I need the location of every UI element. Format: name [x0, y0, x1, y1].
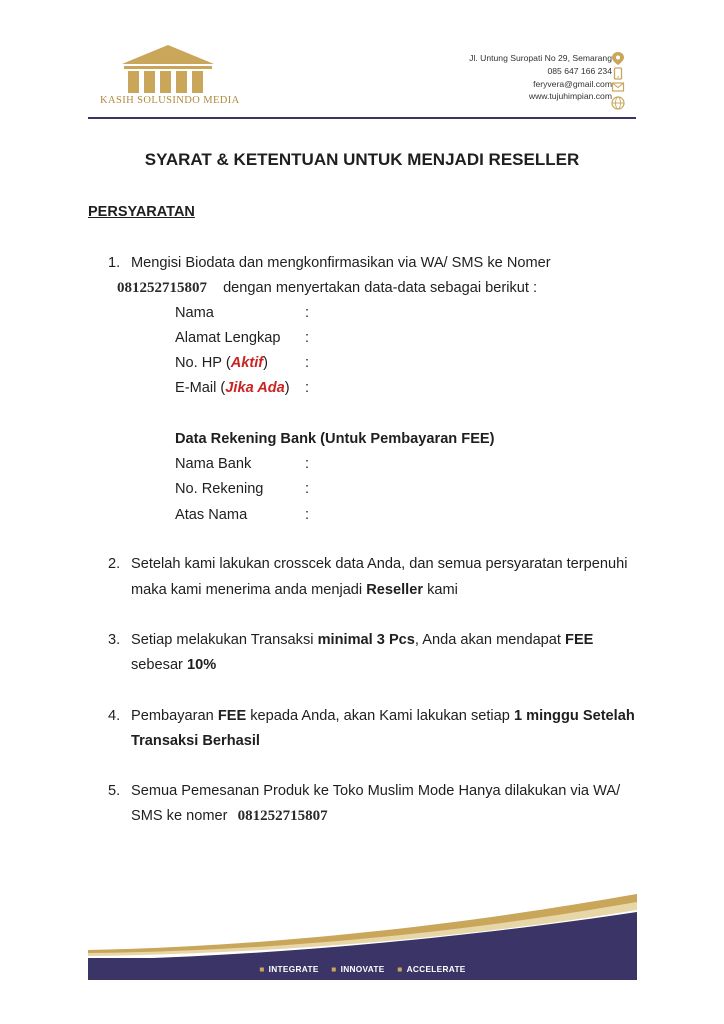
item-3-text-e: sebesar: [131, 657, 187, 673]
field-label-nama: Nama: [175, 305, 214, 321]
contact-email[interactable]: feryvera@gmail.com: [533, 78, 612, 89]
item-2-text-bold: Reseller: [366, 582, 424, 598]
item-3-text-a: Setiap melakukan Transaksi: [131, 632, 318, 648]
item-4-text-a: Pembayaran: [131, 708, 218, 724]
item-3-text-c: , Anda akan mendapat: [414, 632, 566, 648]
bullet-icon: ■: [397, 964, 403, 974]
field-label-hp-text: No. HP (: [175, 355, 231, 371]
field-colon: :: [305, 330, 310, 346]
header-divider: [88, 117, 636, 119]
item-1-line-2: [117, 280, 537, 297]
contact-website[interactable]: www.tujuhimpian.com: [528, 91, 612, 102]
item-5-line-1: Semua Pemesanan Produk ke Toko Muslim Mode Hanya dilakukan via WA/: [131, 783, 621, 799]
item-3-line-2: [131, 657, 216, 673]
company-name: KASIH SOLUSINDO MEDIA: [100, 95, 240, 106]
item-3-text-bold-f: 10%: [186, 657, 217, 673]
section-title: PERSYARATAN: [88, 204, 195, 220]
item-number: 5.: [108, 783, 121, 799]
contact-icons: [610, 51, 626, 113]
footer-swoosh: [88, 890, 637, 960]
item-5-text: SMS ke nomer: [131, 808, 228, 824]
item-4-text-c: kepada Anda, akan Kami lakukan setiap: [246, 708, 514, 724]
footer-tagline: [88, 964, 637, 974]
item-3-line-1: [131, 632, 593, 648]
document-title: SYARAT & KETENTUAN UNTUK MENJADI RESELLER: [144, 150, 580, 169]
field-colon: :: [305, 305, 310, 321]
item-4-line-2: Transaksi Berhasil: [131, 733, 260, 749]
bullet-icon: ■: [331, 964, 337, 974]
item-3-text-bold-b: minimal 3 Pcs: [317, 632, 415, 648]
footer-tag-innovate: INNOVATE: [340, 964, 385, 974]
bank-data-heading: Data Rekening Bank (Untuk Pembayaran FEE): [175, 431, 495, 447]
item-4-line-1: [131, 708, 635, 724]
field-label-rekening: No. Rekening: [175, 481, 264, 497]
contact-block: [469, 52, 612, 103]
item-2-text-a: maka kami menerima anda menjadi: [131, 582, 367, 598]
location-pin-icon: [612, 52, 624, 65]
field-colon: :: [305, 481, 310, 497]
footer-tag-accelerate: ACCELERATE: [406, 964, 466, 974]
contact-phone: 085 647 166 234: [547, 65, 612, 76]
item-2-text-c: kami: [423, 582, 458, 598]
field-note-aktif: Aktif: [230, 355, 264, 371]
phone-number: 081252715807: [237, 808, 328, 824]
contact-address: Jl. Untung Suropati No 29, Semarang: [469, 53, 612, 63]
item-number: 2.: [108, 556, 121, 572]
item-1-line-1: Mengisi Biodata dan mengkonfirmasikan via WA/ SMS ke Nomer: [131, 255, 551, 271]
field-colon: :: [305, 355, 310, 371]
item-number: 3.: [108, 632, 121, 648]
globe-icon: [612, 97, 624, 109]
item-5-line-2: [131, 808, 328, 825]
field-colon: :: [305, 507, 310, 523]
field-note-jika-ada: Jika Ada: [225, 380, 285, 396]
field-label-nama-bank: Nama Bank: [175, 456, 252, 472]
bullet-icon: ■: [259, 964, 265, 974]
field-label-hp: [175, 355, 268, 371]
field-label-email: [175, 380, 290, 396]
mobile-phone-icon: [615, 68, 622, 79]
field-colon: :: [305, 456, 310, 472]
phone-number: 081252715807: [117, 280, 207, 296]
company-logo-icon: [118, 44, 218, 94]
field-colon: :: [305, 380, 310, 396]
field-label-email-text: E-Mail (: [175, 380, 226, 396]
item-3-text-bold-d: FEE: [565, 632, 594, 648]
footer-tag-integrate: INTEGRATE: [268, 964, 319, 974]
field-label-hp-close: ): [263, 355, 269, 371]
field-label-email-close: ): [284, 380, 290, 396]
item-number: 4.: [108, 708, 121, 724]
item-2-line-1: Setelah kami lakukan crosscek data Anda, dan semua persyaratan terpenuhi: [131, 556, 628, 572]
item-1-line-2-text: dengan menyertakan data-data sebagai berikut :: [223, 280, 538, 296]
field-label-alamat: Alamat Lengkap: [175, 330, 281, 346]
item-2-line-2: [131, 582, 458, 598]
item-4-text-bold-b: FEE: [217, 708, 247, 724]
item-4-text-bold-d: 1 minggu Setelah: [513, 708, 635, 724]
item-number: 1.: [108, 255, 121, 271]
mail-icon: [613, 83, 624, 91]
field-label-atas-nama: Atas Nama: [175, 507, 248, 523]
